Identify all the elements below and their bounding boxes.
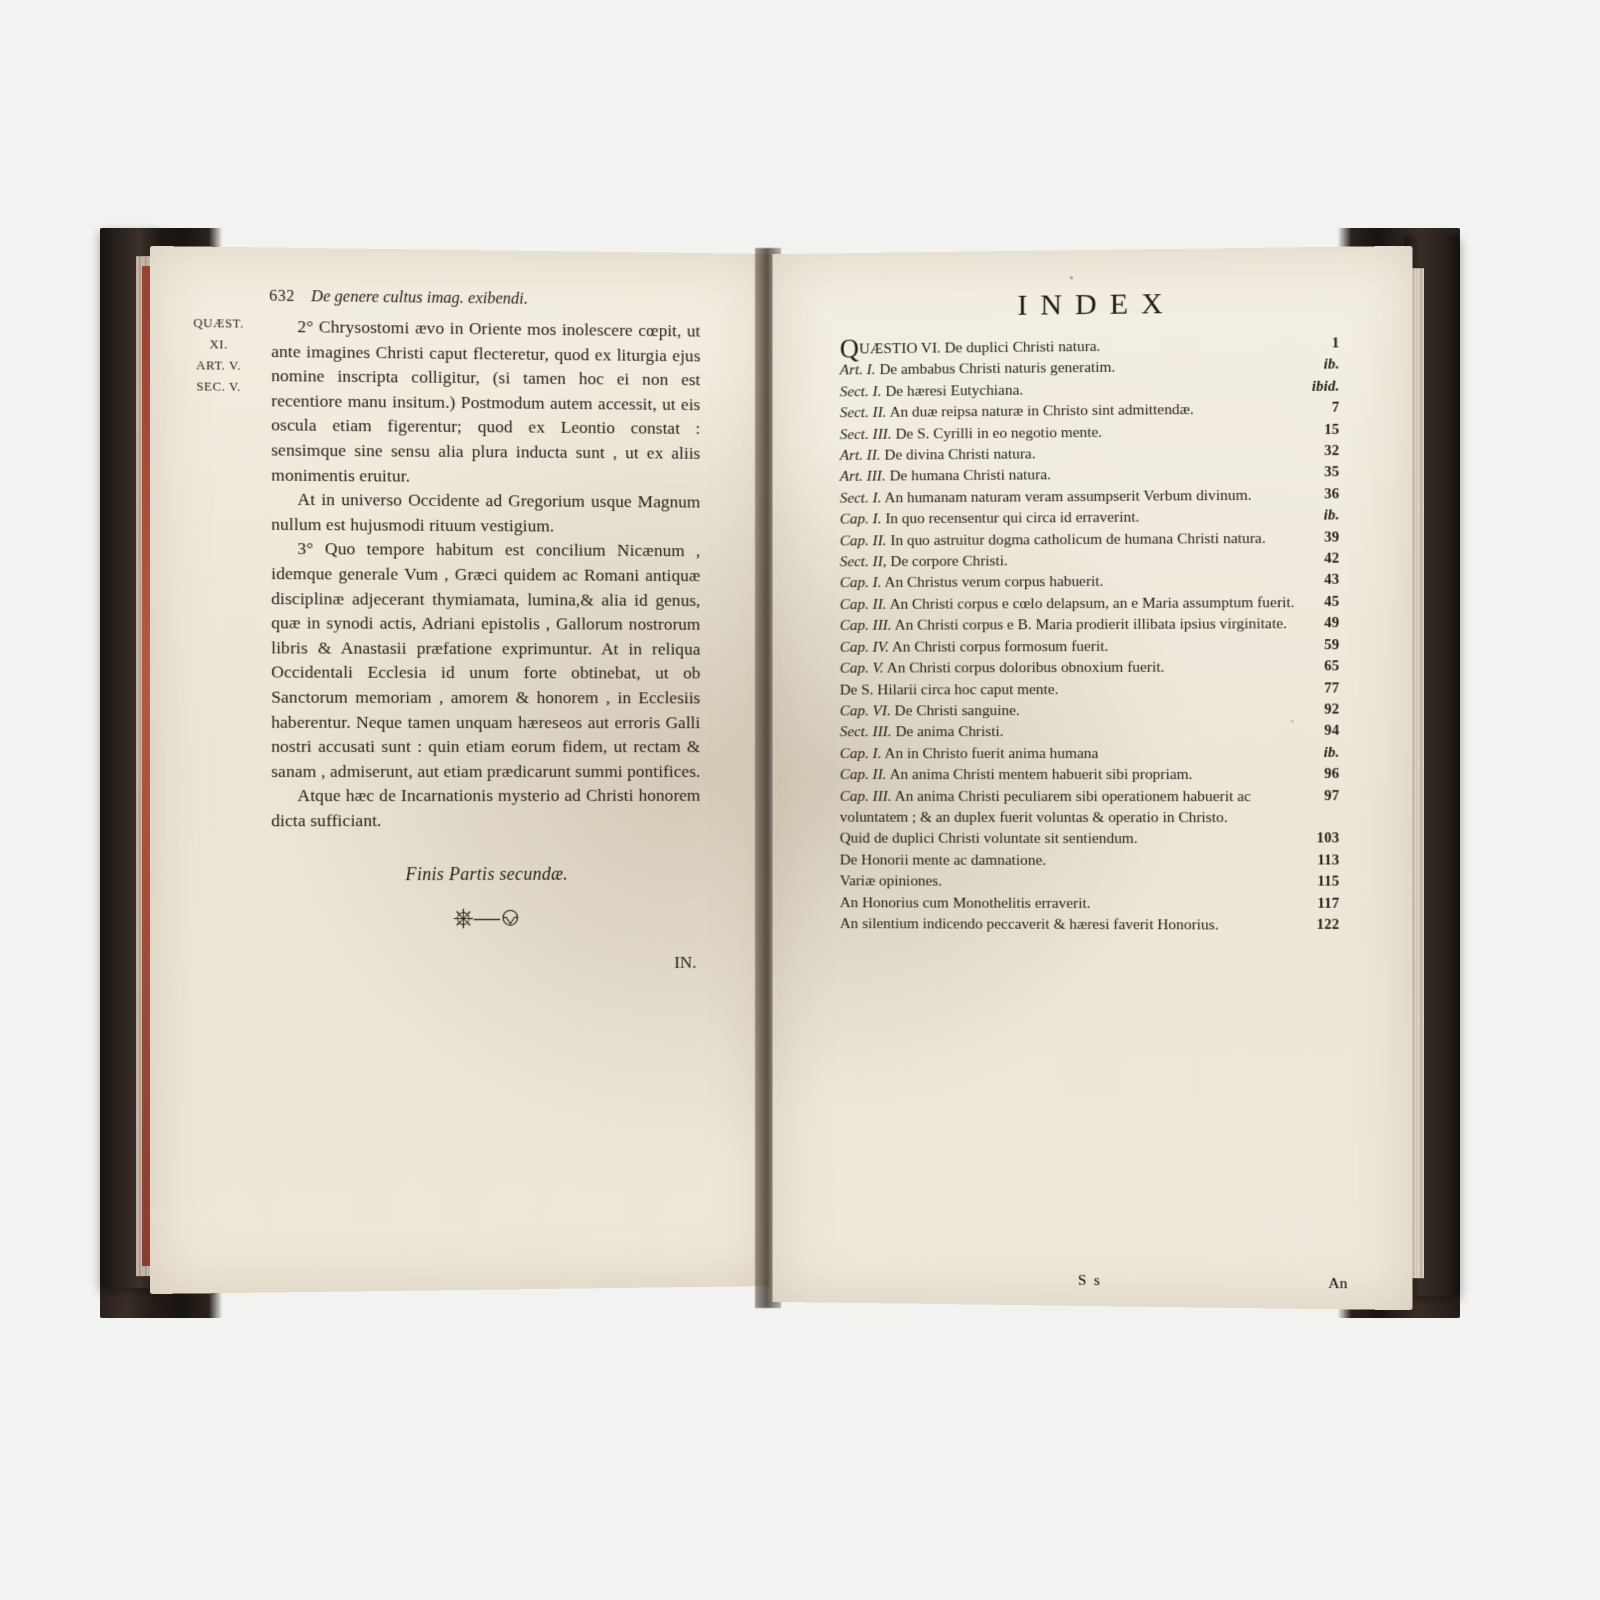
running-head-left — [269, 286, 708, 311]
index-entry — [840, 699, 1340, 721]
paragraph: Atque hæc de Incarnationis mysterio ad Christi honorem dicta sufficiant. — [271, 785, 701, 831]
index-entry-page: 96 — [1324, 766, 1340, 783]
index-entry-text: An silentium indicendo peccaverit & hæresi faverit Honorius. — [839, 915, 1219, 934]
index-entry — [840, 849, 1340, 871]
index-entry-page: 49 — [1324, 615, 1340, 632]
index-entry-page: 35 — [1324, 464, 1340, 481]
index-entry-text: Quid de duplici Christi voluntate sit sentiendum. — [839, 830, 1138, 848]
left-page — [150, 246, 770, 1294]
index-entry — [840, 721, 1340, 743]
index-entry-text: Cap. III. An Christi corpus e B. Maria prodierit illibata ipsius virginitate. — [839, 615, 1287, 635]
signature-mark: S s — [1078, 1272, 1102, 1290]
index-entry-text: Cap. III. An anima Christi peculiarem sibi operationem habuerit ac voluntatem ; & an duplex fuerit voluntas & operatio in Christo. — [839, 787, 1251, 827]
index-entry-text: Cap. IV. An Christi corpus formosum fuerit. — [839, 637, 1109, 656]
paragraph: 3° Quo tempore habitum est concilium Nicænum , idemque generale Vum , Græci quidem ac Romani antiquæ disciplinæ adjecerant thymiamata, lumina,& alia id genus, quæ in synodi actis, Adriani epistolis , Gallorum nostrorum libris & Anastasii præfatione exprimuntur. At in reliqua Occidentali Ecclesia id unum forte obtinebat, ut ob Sanctorum memoriam , amorem & honorem , in Ecclesiis haberentur. Neque tamen unquam hæreseos aut erroris Galli nostri accusati sunt : quin etiam eorum fidem, ut rectam & sanam , admiserunt, aut etiam prædicarunt summi pontifices. — [271, 538, 701, 781]
finis-line: Finis Partis secundæ. — [405, 864, 569, 885]
index-entry-page: 39 — [1324, 529, 1340, 546]
index-entry-page: 122 — [1316, 916, 1340, 933]
index-entry — [840, 764, 1340, 786]
index-entry-text: An Honorius cum Monothelitis erraverit. — [839, 893, 1091, 912]
index-entry-text: Cap. I. An Christus verum corpus habuerit. — [839, 573, 1104, 592]
index-entry-page: 94 — [1324, 722, 1340, 740]
catchword-right: An — [1328, 1274, 1348, 1293]
index-entry-text: Sect. II, De corpore Christi. — [839, 552, 1008, 571]
index-entry — [840, 785, 1340, 828]
index-entry-text: Art. II. De divina Christi natura. — [839, 445, 1036, 465]
index-entry-text: Art. I. De ambabus Christi naturis generatim. — [839, 359, 1116, 379]
index-entry-page: 97 — [1324, 787, 1340, 804]
index-entry-text: De S. Hilarii circa hoc caput mente. — [839, 680, 1059, 699]
index-entry — [840, 635, 1340, 658]
body-text-left — [271, 314, 700, 978]
index-entry — [840, 892, 1340, 915]
index-entry-page: 113 — [1317, 852, 1340, 869]
index-entry-text: Cap. II. An anima Christi mentem habuerit sibi propriam. — [839, 766, 1193, 784]
index-entry-page: 117 — [1317, 895, 1340, 912]
index-entry — [840, 613, 1340, 636]
index-entry-page: 42 — [1324, 550, 1340, 567]
index-entry-page: 43 — [1324, 572, 1340, 589]
index-entry-page: 15 — [1324, 421, 1340, 438]
index-entry-page: ib. — [1323, 744, 1340, 761]
index-entry — [840, 570, 1340, 594]
index-entry-text: Cap. I. In quo recensentur qui circa id erraverint. — [839, 508, 1140, 528]
index-entry — [840, 828, 1340, 850]
index-entry-text: QUÆSTIO VI. De duplici Christi natura. — [839, 333, 1101, 364]
catchword-left: IN. — [674, 953, 697, 973]
index-entry-page: 92 — [1324, 701, 1340, 718]
index-entry-page: 1 — [1331, 335, 1340, 352]
index-entry-page: 103 — [1316, 830, 1340, 847]
index-entry-text: Variæ opiniones. — [839, 872, 943, 890]
index-entry-text: Sect. III. De S. Cyrilli in eo negotio mente. — [839, 423, 1103, 443]
marginal-note-2: ART. V. — [196, 358, 242, 373]
index-entry-page: 32 — [1324, 442, 1340, 460]
index-entry-page: 45 — [1324, 593, 1340, 610]
index-entry-page: 77 — [1324, 679, 1340, 697]
index-entry-text: Cap. I. An in Christo fuerit anima humana — [839, 744, 1099, 762]
open-book — [100, 228, 1460, 1318]
index-entry-text: Cap. VI. De Christi sanguine. — [839, 702, 1020, 720]
running-title: De genere cultus imag. exibendi. — [311, 286, 528, 308]
index-entry — [840, 871, 1340, 894]
marginal-note-3: SEC. V. — [196, 379, 241, 394]
marginal-note-1: XI. — [209, 337, 228, 352]
index-entry — [840, 656, 1340, 679]
index-entry-text: Cap. II. In quo astruitur dogma catholicum de humana Christi natura. — [839, 529, 1266, 550]
index-entry-text: Sect. III. De anima Christi. — [839, 723, 1004, 741]
right-page — [773, 246, 1413, 1310]
marginal-notes — [174, 313, 263, 398]
ornament-icon: ⎈—⎉ — [453, 902, 521, 933]
marginal-note-0: QUÆST. — [193, 315, 244, 331]
index-entry-text: Art. III. De humana Christi natura. — [839, 466, 1051, 486]
index-entry-text: Cap. II. An Christi corpus e cœlo delapsum, an e Maria assumptum fuerit. — [839, 593, 1295, 613]
index-entry-text: Cap. V. An Christi corpus doloribus obnoxium fuerit. — [839, 658, 1165, 677]
index-entry-page: ib. — [1323, 356, 1340, 374]
index-entry — [840, 527, 1340, 551]
index-entry-page: 65 — [1324, 658, 1340, 675]
index-entry-text: Sect. I. An humanam naturam veram assumpserit Verbum divinum. — [839, 486, 1252, 507]
index-entry-page: 59 — [1324, 636, 1340, 653]
index-entry — [840, 592, 1340, 616]
index-entry — [840, 678, 1340, 701]
index-entry — [840, 913, 1340, 936]
index-entry-page: ibid. — [1311, 378, 1340, 395]
paragraph: At in universo Occidente ad Gregorium usque Magnum nullum est hujusmodi rituum vestigium. — [271, 489, 701, 536]
index-entry-page: ib. — [1323, 507, 1340, 524]
index-entry-page: 115 — [1317, 873, 1340, 890]
index-entry-page: 36 — [1324, 486, 1340, 503]
index-heading: INDEX — [1017, 286, 1176, 322]
index-entry-text: De Honorii mente ac damnatione. — [839, 851, 1047, 869]
folio-number: 632 — [269, 287, 295, 306]
index-entry-text: Sect. II. An duæ reipsa naturæ in Christo sint admittendæ. — [839, 401, 1194, 422]
index-entry-text: Sect. I. De hæresi Eutychiana. — [839, 381, 1024, 401]
index-entry-page: 7 — [1331, 399, 1340, 417]
index-entry — [840, 549, 1340, 573]
index-entry — [840, 742, 1340, 764]
index-entry — [840, 506, 1340, 531]
index-entry-list — [840, 333, 1340, 936]
paragraph: 2° Chrysostomi ævo in Oriente mos inolescere cœpit, ut ante imagines Christi caput flecteretur, quod ex liturgia ejus nomine inscripta colligitur, (si tamen hoc ei non est recentiore manu insitum.) Postmodum autem accessit, ut eis oscula etiam figerentur; quod ex Leontio constat : sensimque sine sensu alia plura inducta sunt , ut ex aliis monimentis eruitur. — [271, 316, 701, 486]
